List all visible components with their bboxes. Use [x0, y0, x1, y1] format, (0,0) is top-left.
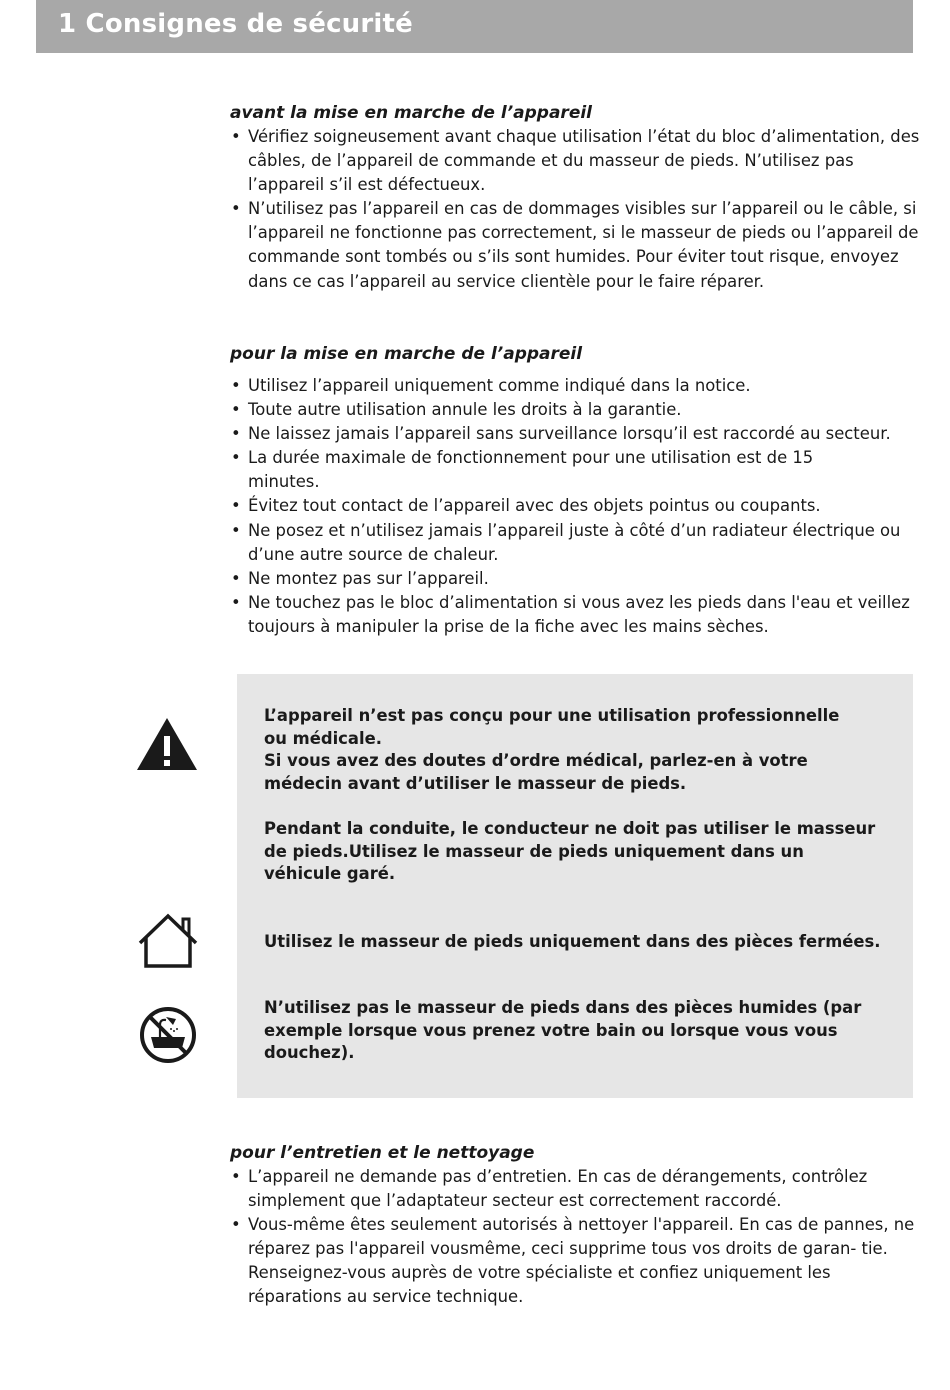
warning-driving: Pendant la conduite, le conducteur ne doit pas utiliser le masseur de pieds.Utilisez le masseur de pieds uniquement dans un véhicule garé.	[264, 819, 876, 883]
section-during-use	[230, 342, 920, 639]
section-title: pour la mise en marche de l’appareil	[230, 344, 583, 364]
warning-indoor: Utilisez le masseur de pieds uniquement dans des pièces fermées.	[264, 932, 881, 951]
section-before-start	[230, 101, 920, 294]
section-list	[230, 125, 920, 294]
warning-humid: N’utilisez pas le masseur de pieds dans des pièces humides (par exemple lorsque vous prenez votre bain ou lorsque vous vous douchez).	[264, 998, 862, 1062]
list-item: • Évitez tout contact de l’appareil avec des objets pointus ou coupants.	[230, 494, 920, 518]
warning-professional: L’appareil n’est pas conçu pour une utilisation professionnelle ou médicale.	[264, 706, 840, 748]
section-list	[230, 1165, 920, 1310]
section-list	[230, 374, 920, 639]
list-item: • Toute autre utilisation annule les droits à la garantie.	[230, 398, 920, 422]
list-item: • Vous-même êtes seulement autorisés à nettoyer l'appareil. En cas de pannes, ne réparez pas l'appareil vousmême, ceci supprime tous vos droits de garan- tie. Renseignez-vous auprès de votre spécialiste et confiez uniquement les réparations au service technique.	[230, 1213, 920, 1309]
header-bar	[36, 0, 913, 53]
list-item: • Ne posez et n’utilisez jamais l’appareil juste à côté d’un radiateur électrique ou d’une autre source de chaleur.	[230, 519, 920, 567]
house-icon	[137, 913, 199, 969]
section-title: avant la mise en marche de l’appareil	[230, 103, 592, 123]
no-bath-icon	[138, 1005, 198, 1065]
list-item: • L’appareil ne demande pas d’entretien. En cas de dérangements, contrôlez simplement que l’adaptateur secteur est correctement raccordé.	[230, 1165, 920, 1213]
list-item: • N’utilisez pas l’appareil en cas de dommages visibles sur l’appareil ou le câble, si l’appareil ne fonctionne pas correctement, si le masseur de pieds ou l’appareil de commande sont tombés ou s’ils sont humides. Pour éviter tout risque, envoyez dans ce cas l’appareil au service clientèle pour le faire réparer.	[230, 197, 920, 293]
section-maintenance	[230, 1141, 920, 1310]
list-item: • La durée maximale de fonctionnement pour une utilisation est de 15 minutes.	[230, 446, 920, 494]
warning-triangle-icon	[135, 716, 199, 772]
list-item: • Ne montez pas sur l’appareil.	[230, 567, 920, 591]
list-item: • Ne laissez jamais l’appareil sans surveillance lorsqu’il est raccordé au secteur.	[230, 422, 920, 446]
page-title: 1 Consignes de sécurité	[58, 9, 413, 39]
list-item: • Ne touchez pas le bloc d’alimentation si vous avez les pieds dans l'eau et veillez toujours à manipuler la prise de la fiche avec les mains sèches.	[230, 591, 920, 639]
list-item: • Vérifiez soigneusement avant chaque utilisation l’état du bloc d’alimentation, des câbles, de l’appareil de commande et du masseur de pieds. N’utilisez pas l’appareil s’il est défectueux.	[230, 125, 920, 197]
warning-medical: Si vous avez des doutes d’ordre médical, parlez-en à votre médecin avant d’utiliser le masseur de pieds.	[264, 751, 808, 793]
section-title: pour l’entretien et le nettoyage	[230, 1143, 535, 1163]
list-item: • Utilisez l’appareil uniquement comme indiqué dans la notice.	[230, 374, 920, 398]
